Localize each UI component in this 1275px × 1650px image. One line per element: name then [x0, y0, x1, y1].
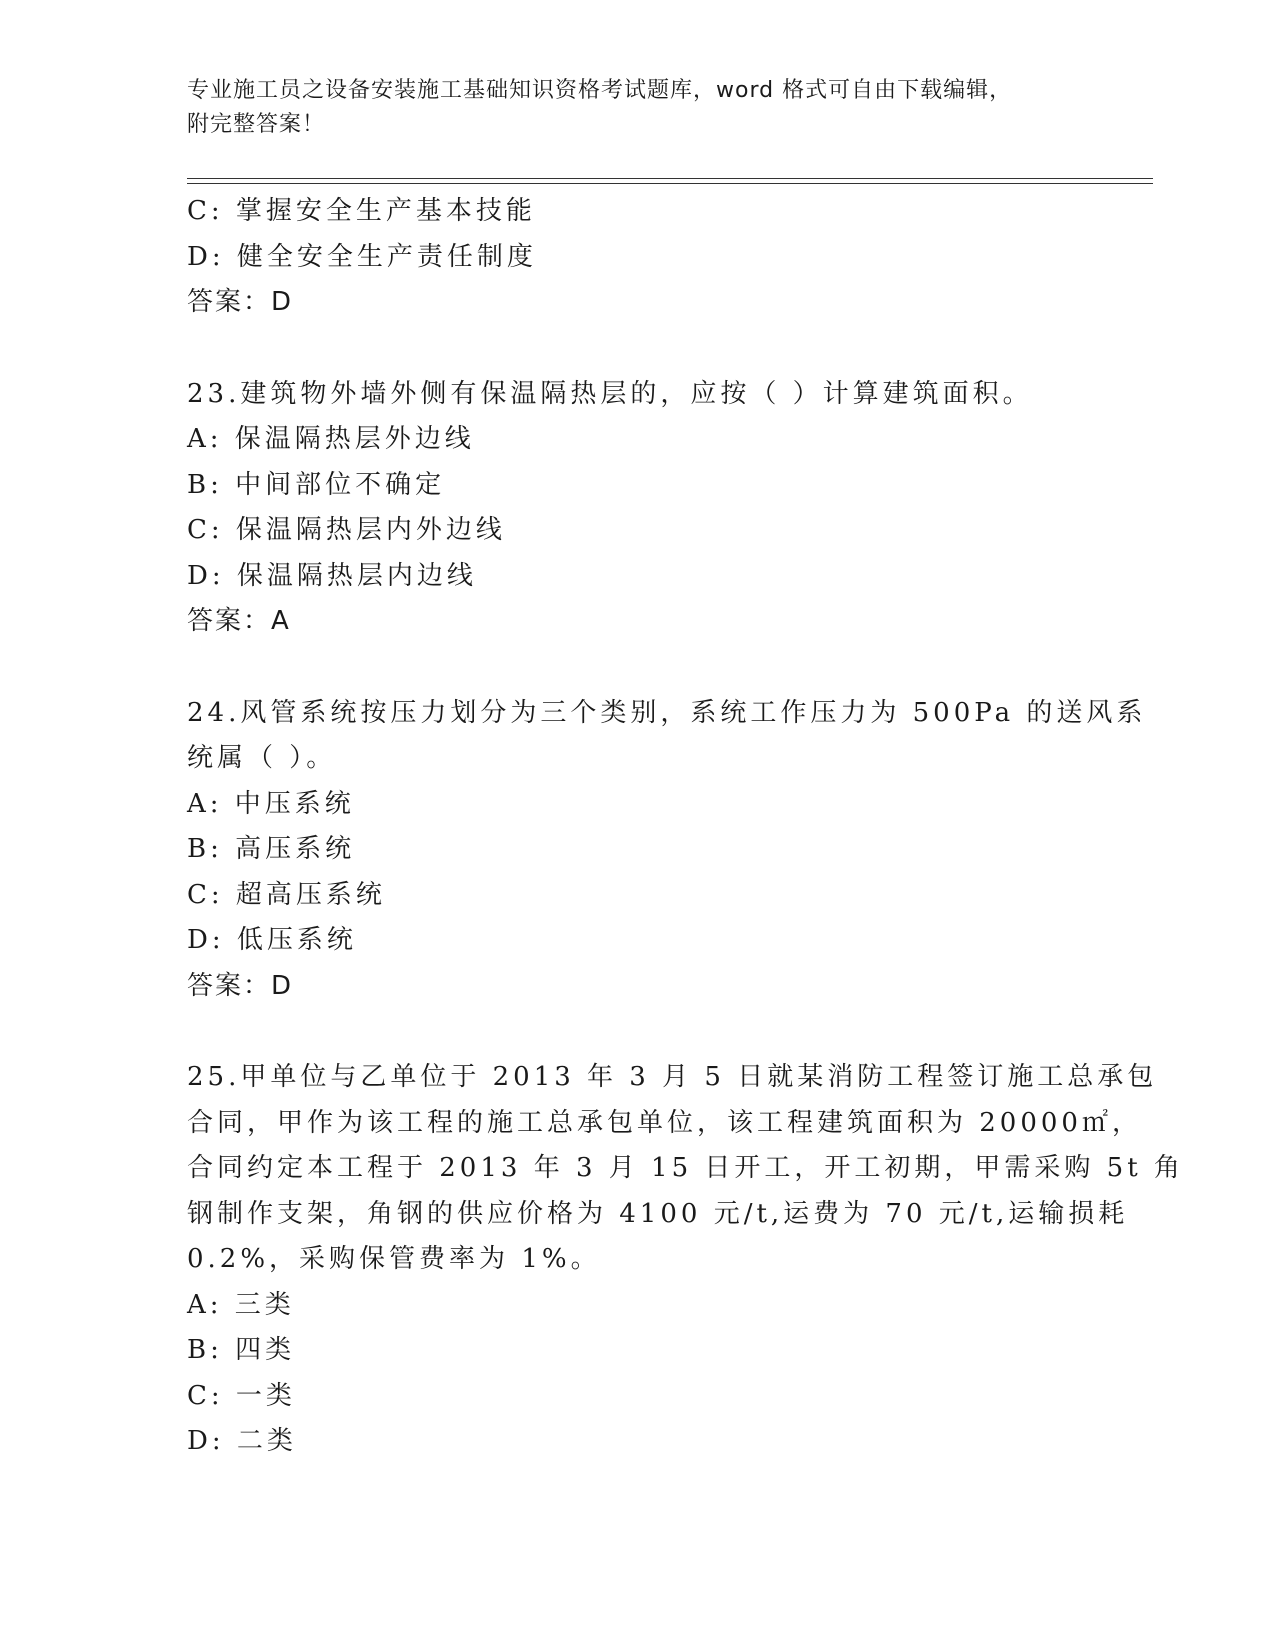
question-stem: 钢制作支架，角钢的供应价格为 4100 元/t,运费为 70 元/t,运输损耗	[187, 1198, 1129, 1229]
option-a: A: 保温隔热层外边线	[187, 424, 475, 454]
option-d: D: 二类	[187, 1426, 297, 1456]
header-divider-top	[187, 178, 1153, 179]
question-stem: 0.2%，采购保管费率为 1%。	[187, 1244, 601, 1274]
question-23	[187, 372, 1087, 645]
question-stem: 25.甲单位与乙单位于 2013 年 3 月 5 日就某消防工程签订施工总承包	[187, 1062, 1158, 1092]
answer: 答案：D	[187, 287, 294, 317]
question-content	[187, 189, 1184, 1465]
option-a: A: 中压系统	[187, 788, 355, 819]
option-c: C: 超高压系统	[187, 879, 386, 910]
spacer	[187, 645, 1087, 691]
question-22-continuation	[187, 189, 1087, 326]
option-c: C: 掌握安全生产基本技能	[187, 196, 536, 226]
question-24	[187, 691, 1147, 1010]
document-header	[187, 74, 1067, 142]
option-d: D: 低压系统	[187, 925, 357, 955]
spacer	[187, 1009, 1087, 1055]
question-stem: 合同，甲作为该工程的施工总承包单位，该工程建筑面积为 20000㎡，	[187, 1107, 1142, 1138]
option-c: C: 保温隔热层内外边线	[187, 515, 506, 545]
option-a: A: 三类	[187, 1289, 295, 1320]
spacer	[187, 326, 1087, 372]
question-stem: 24.风管系统按压力划分为三个类别，系统工作压力为 500Pa 的送风系	[187, 697, 1147, 728]
option-c: C: 一类	[187, 1380, 296, 1411]
option-b: B: 高压系统	[187, 834, 356, 864]
header-divider-bottom	[187, 183, 1153, 184]
question-25	[187, 1055, 1184, 1465]
header-line-1: 专业施工员之设备安装施工基础知识资格考试题库，word 格式可自由下载编辑，	[187, 78, 1013, 103]
answer: 答案：D	[187, 970, 294, 1001]
option-d: D: 保温隔热层内边线	[187, 560, 477, 591]
question-stem: 统属（ ）。	[187, 743, 337, 773]
option-b: B: 四类	[187, 1335, 296, 1365]
answer: 答案：A	[187, 606, 291, 636]
question-stem: 23.建筑物外墙外侧有保温隔热层的，应按（ ）计算建筑面积。	[187, 378, 1033, 409]
question-stem: 合同约定本工程于 2013 年 3 月 15 日开工，开工初期，甲需采购 5t 角	[187, 1153, 1184, 1183]
option-b: B: 中间部位不确定	[187, 469, 446, 500]
option-d: D: 健全安全生产责任制度	[187, 241, 537, 272]
header-line-2: 附完整答案！	[187, 112, 326, 137]
